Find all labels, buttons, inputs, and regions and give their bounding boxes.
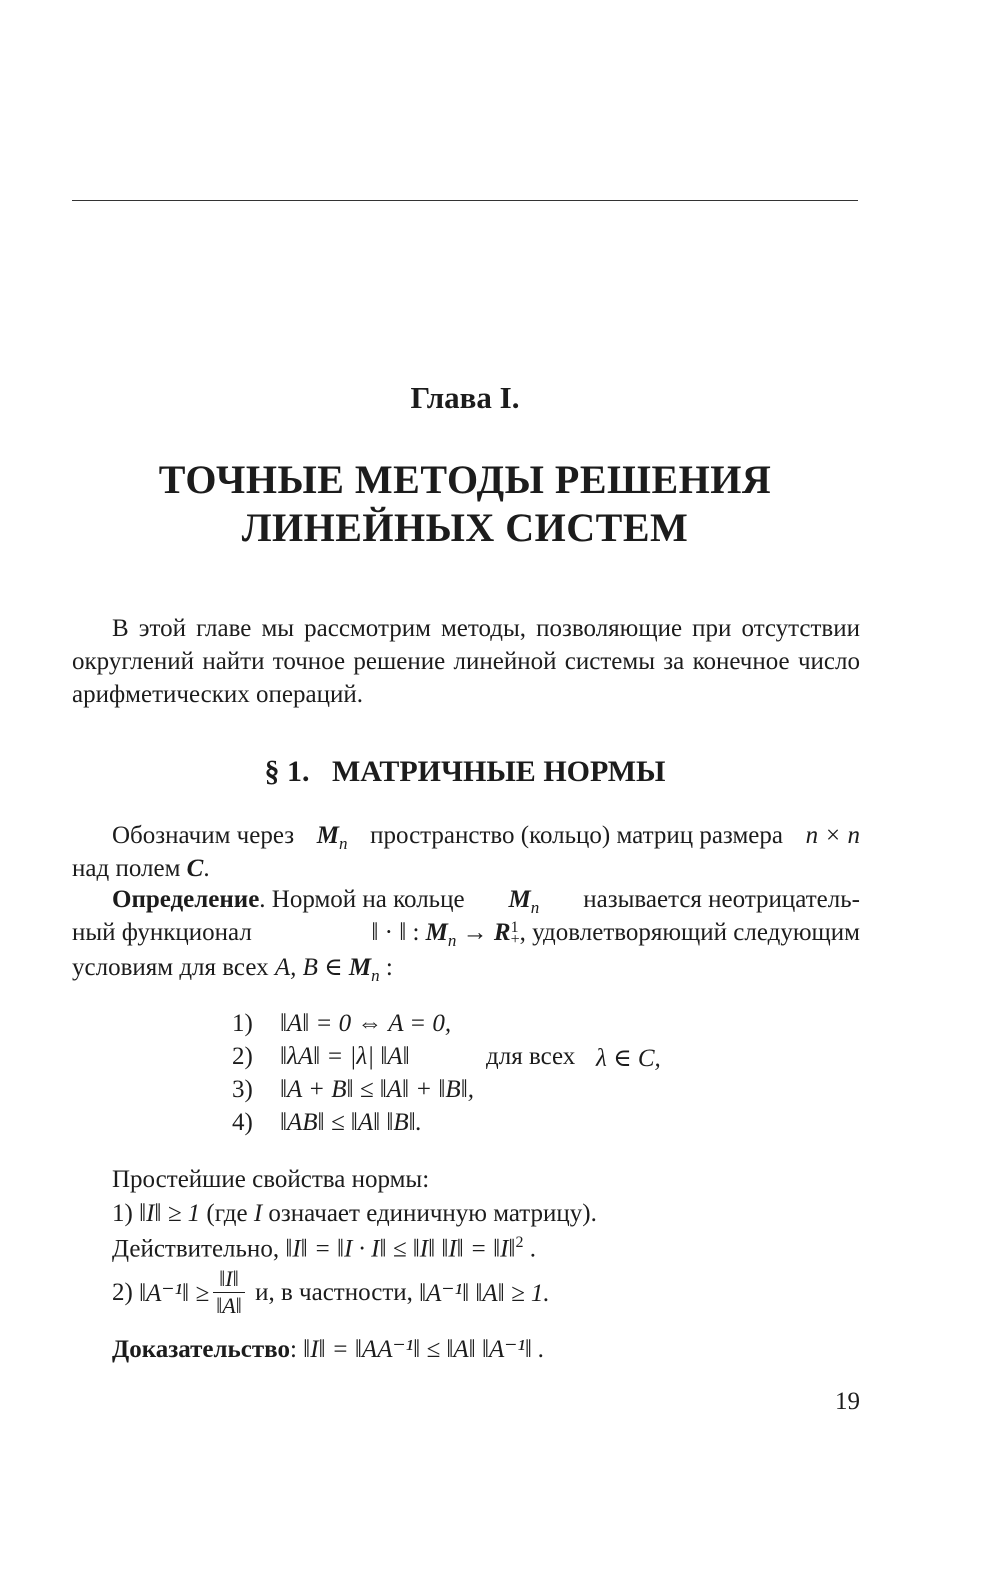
header-rule: [72, 200, 858, 201]
chapter-title: [0, 456, 930, 552]
definition-ring: $M_n$: [508, 886, 540, 917]
condition-row: 2) ‖λA‖ = |λ| ‖A‖ для всех λ ∈ C,: [232, 1043, 661, 1076]
property-1: 1) ‖I‖ ≥ 1 (где I означает единичную матрицу).: [112, 1200, 597, 1227]
section-title: § 1. МАТРИЧНЫЕ НОРМЫ: [264, 755, 666, 788]
definition-line-1: [112, 886, 860, 918]
notation-text-1: Обозначим через: [112, 822, 295, 849]
property-2-expr: ‖A⁻¹‖ ‖A‖ ≥ 1.: [419, 1279, 550, 1307]
notation-size: n × n: [805, 822, 860, 849]
property-2: 2) ‖A⁻¹‖ ≥ $\frac{‖I‖}{‖A‖}$ и, в частности, ‖A⁻¹‖ ‖A‖ ≥ 1.: [112, 1266, 550, 1318]
definition-line-2: [72, 919, 860, 951]
norm-conditions: [232, 1010, 661, 1142]
property-1-proof: Действительно, ‖I‖ = ‖I · I‖ ≤ ‖I‖ ‖I‖ = ‖I‖$^2$ .: [112, 1234, 536, 1263]
definition-functional: ‖ · ‖ : $M_n \to R$ 1 + , удовлетворяющий следующим: [371, 919, 860, 950]
condition-row: 4) ‖AB‖ ≤ ‖A‖ ‖B‖.: [232, 1109, 661, 1142]
definition-set: $M_n$: [348, 954, 380, 985]
properties-heading: Простейшие свойства нормы:: [112, 1166, 430, 1193]
chapter-title-line-2: ЛИНЕЙНЫХ СИСТЕМ: [241, 505, 689, 550]
page-number: 19: [835, 1388, 860, 1415]
chapter-label: Глава I.: [410, 380, 520, 415]
property-1-expr: ‖I‖ ≥ 1: [139, 1200, 201, 1227]
condition-row: 1) ‖A‖ = 0 ⇔ A = 0,: [232, 1010, 661, 1043]
chapter-intro: В этой главе мы рассмотрим методы, позволяющие при отсутствии округлений найти точное решение линейной системы за конечное число арифметических операций.: [72, 615, 860, 708]
condition-expr: ‖A‖ = 0 ⇔ A = 0,: [280, 1010, 452, 1037]
notation-text-2: пространство (кольцо) матриц размера: [370, 822, 783, 849]
definition-vars: A, B: [274, 954, 318, 981]
proof-line: Доказательство: ‖I‖ = ‖AA⁻¹‖ ≤ ‖A‖ ‖A⁻¹‖ .: [112, 1336, 545, 1363]
condition-extra: для всех: [486, 1043, 576, 1070]
proof-expr: ‖I‖ = ‖AA⁻¹‖ ≤ ‖A‖ ‖A⁻¹‖ .: [303, 1336, 545, 1363]
notation-field: C: [186, 855, 204, 882]
chapter-title-line-1: ТОЧНЫЕ МЕТОДЫ РЕШЕНИЯ: [158, 457, 772, 502]
notation-line-2: над полем C.: [72, 855, 210, 882]
definition-text-2: называется неотрицатель-: [583, 886, 860, 913]
property-2-fraction: $\frac{‖I‖}{‖A‖}$: [213, 1266, 245, 1319]
condition-extra-math: λ ∈ C,: [596, 1045, 661, 1072]
notation-text-3: над полем: [72, 855, 181, 882]
condition-expr: ‖AB‖ ≤ ‖A‖ ‖B‖.: [280, 1109, 422, 1136]
definition-text-6: условиям для всех: [72, 954, 269, 981]
definition-text-3: ный функционал: [72, 919, 252, 946]
condition-expr: ‖A + B‖ ≤ ‖A‖ + ‖B‖,: [280, 1076, 474, 1103]
property-1-proof-expr: ‖I‖ = ‖I · I‖ ≤ ‖I‖ ‖I‖ = ‖I‖: [285, 1235, 516, 1263]
condition-expr: ‖λA‖ = |λ| ‖A‖: [280, 1043, 410, 1070]
definition-line-3: условиям для всех A, B ∈ $M_n$ :: [72, 954, 393, 985]
property-2-lhs: ‖A⁻¹‖ ≥: [139, 1279, 210, 1307]
proof-label: Доказательство: [112, 1336, 290, 1363]
definition-lead: Определение. Нормой на кольце: [112, 886, 465, 913]
condition-row: 3) ‖A + B‖ ≤ ‖A‖ + ‖B‖,: [232, 1076, 661, 1109]
notation-line-1: [112, 822, 860, 854]
notation-space-symbol: $M_n$: [316, 822, 348, 853]
definition-label: Определение: [112, 886, 260, 913]
